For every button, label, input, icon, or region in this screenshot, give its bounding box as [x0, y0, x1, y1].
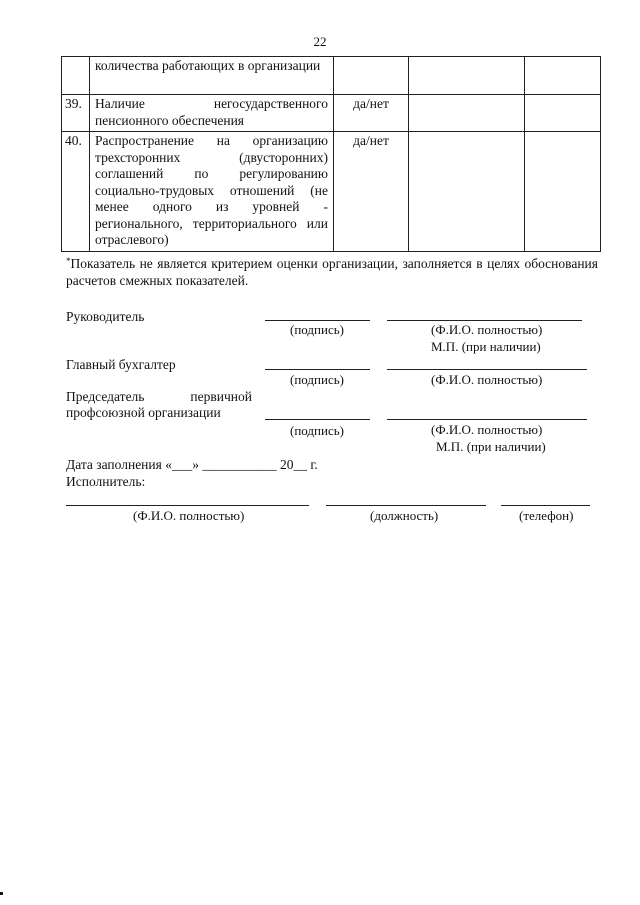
- footnote: [66, 255, 598, 289]
- accountant-fio-line[interactable]: [387, 369, 587, 370]
- row-value: да/нет: [334, 132, 409, 252]
- footnote-mark: *: [66, 256, 71, 266]
- row-cell-empty: [409, 57, 525, 95]
- head-fio-line[interactable]: [387, 320, 582, 321]
- row-cell-empty: [409, 95, 525, 132]
- row-indicator-text: количества работающих в организации: [90, 57, 334, 95]
- footnote-text: Показатель не является критерием оценки организации, заполняется в целях обоснования расчетов смежных показателей.: [66, 256, 598, 288]
- chair-stamp-caption: М.П. (при наличии): [436, 439, 546, 454]
- executor-phone-caption: (телефон): [519, 508, 574, 523]
- row-value: [334, 57, 409, 95]
- row-number: [62, 57, 90, 95]
- executor-fio-caption: (Ф.И.О. полностью): [133, 508, 245, 523]
- executor-fio-line[interactable]: [66, 505, 309, 506]
- row-indicator-text: Наличие негосударственного пенсионного обеспечения: [90, 95, 334, 132]
- fill-date-field[interactable]: Дата заполнения «___» ___________ 20__ г.: [66, 457, 318, 472]
- union-chair-label-line2: профсоюзной организации: [66, 405, 221, 420]
- executor-label: Исполнитель:: [66, 474, 146, 489]
- row-indicator-text: Распространение на организацию трехсторонних (двусторонних) соглашений по регулированию социально-трудовых отношений (не менее одного из уровней - регионального, территориального или отраслевого): [90, 132, 334, 252]
- row-number: 40.: [62, 132, 90, 252]
- scan-speck: [0, 892, 3, 895]
- union-chair-label-line1: Председатель первичной: [66, 389, 252, 404]
- executor-position-caption: (должность): [370, 508, 439, 523]
- accountant-fio-caption: (Ф.И.О. полностью): [431, 372, 543, 387]
- head-stamp-caption: М.П. (при наличии): [431, 339, 541, 354]
- chief-accountant-label: Главный бухгалтер: [66, 357, 176, 372]
- head-label: Руководитель: [66, 309, 145, 324]
- row-cell-empty: [409, 132, 525, 252]
- table-row: [62, 132, 601, 252]
- accountant-signature-caption: (подпись): [290, 372, 344, 387]
- head-signature-line[interactable]: [265, 320, 370, 321]
- page-number: 22: [313, 34, 327, 49]
- row-value: да/нет: [334, 95, 409, 132]
- table-row: [62, 95, 601, 132]
- chair-fio-caption: (Ф.И.О. полностью): [431, 422, 543, 437]
- head-signature-caption: (подпись): [290, 322, 344, 337]
- executor-phone-line[interactable]: [501, 505, 590, 506]
- chair-signature-line[interactable]: [265, 419, 370, 420]
- accountant-signature-line[interactable]: [265, 369, 370, 370]
- indicators-table: [61, 56, 601, 252]
- row-cell-empty: [525, 57, 601, 95]
- row-cell-empty: [525, 132, 601, 252]
- row-number: 39.: [62, 95, 90, 132]
- chair-fio-line[interactable]: [387, 419, 587, 420]
- table-row: [62, 57, 601, 95]
- executor-position-line[interactable]: [326, 505, 486, 506]
- head-fio-caption: (Ф.И.О. полностью): [431, 322, 543, 337]
- chair-signature-caption: (подпись): [290, 423, 344, 438]
- row-cell-empty: [525, 95, 601, 132]
